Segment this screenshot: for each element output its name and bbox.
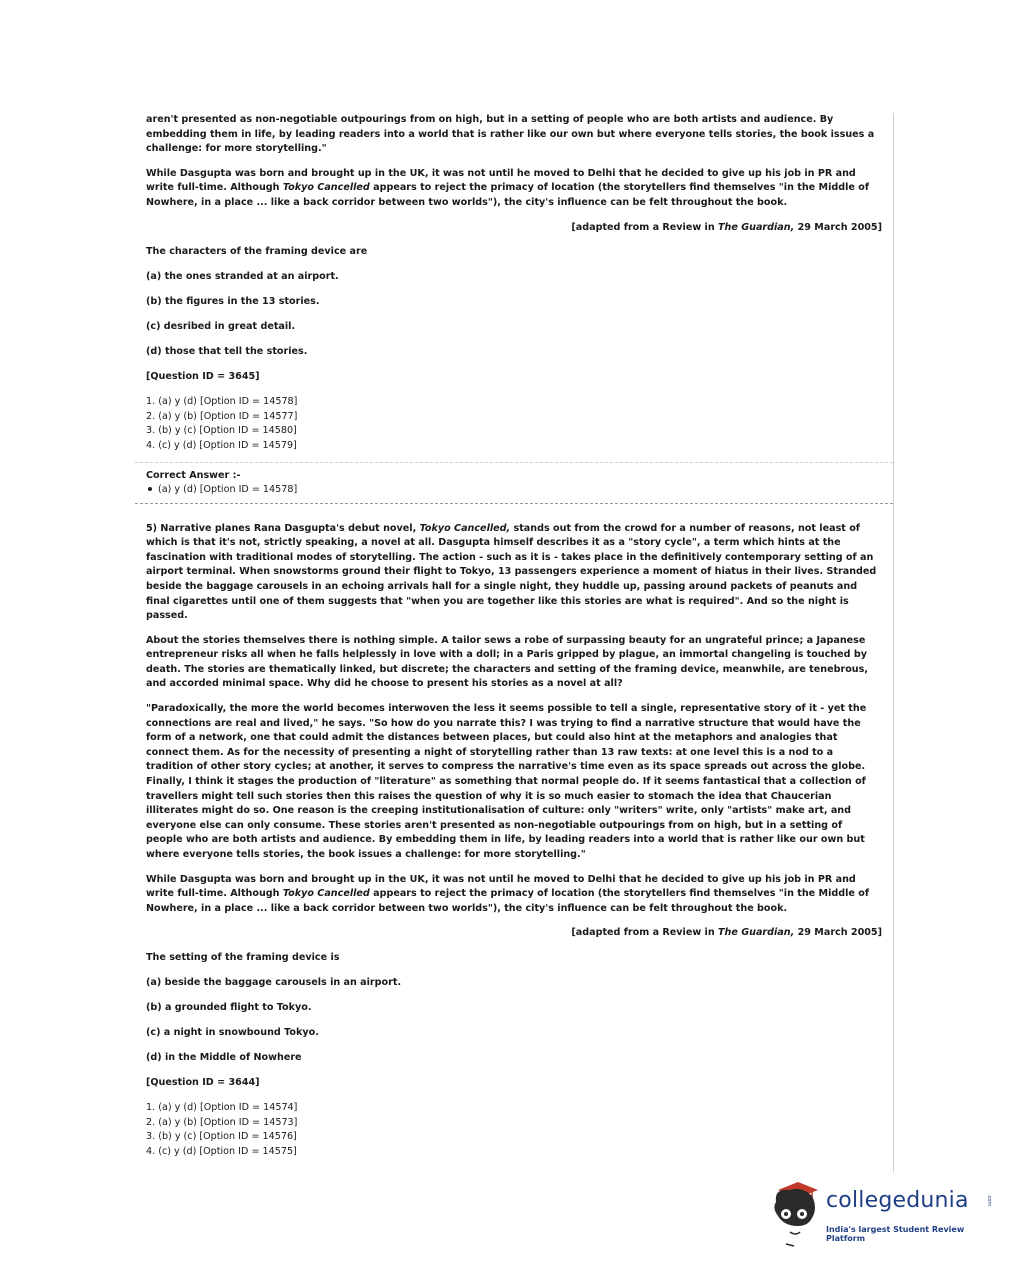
passage-paragraph-3: "Paradoxically, the more the world becomes interwoven the less it seems possible to tell a single, representative story of it - yet the connections are real and lived," he says. "So how do you narrate this? I was trying to find a narrative structure that would have the form of a network, one that could admit the distances between places, but could also hint at the metaphors and analogies that connect them. As for the necessity of presenting a night of storytelling rather than 13 raw texts: at one level this is a nod to a tradition of other story cycles; at another, it serves to compress the narrative's time even as its space spreads out across the globe. Finally, I think it stages the production of "literature" as something that normal people do. If it seems fantastical that a collection of travellers might tell such stories then this raises the question of why it is so much easier to stomach the idea that Chaucerian illiterates might do so. One reason is the creeping institutionalisation of culture: only "writers" write, only "artists" make art, and everyone else can only consume. These stories aren't presented as non-negotiable outpourings from on high, but in a setting of people who are both artists and audience. By embedding them in life, by leading readers into a world that is rather like our own but where everyone tells stories, the book issues a challenge: for more storytelling." bbox=[146, 703, 867, 860]
option-1: 1. (a) y (d) [Option ID = 14578] bbox=[146, 396, 298, 408]
question-id: [Question ID = 3644] bbox=[146, 1076, 260, 1088]
question-id: [Question ID = 3645] bbox=[146, 371, 260, 383]
mascot-icon bbox=[768, 1180, 824, 1250]
correct-answer: (a) y (d) [Option ID = 14578] bbox=[146, 483, 882, 497]
choice-d: (d) those that tell the stories. bbox=[146, 346, 308, 358]
correct-answer-title: Correct Answer :- bbox=[146, 469, 241, 481]
divider bbox=[135, 462, 893, 463]
choice-a: (a) the ones stranded at an airport. bbox=[146, 271, 339, 283]
logo-suffix: .com bbox=[986, 1194, 992, 1207]
choice-b: (b) a grounded flight to Tokyo. bbox=[146, 1001, 312, 1013]
collegedunia-logo[interactable] bbox=[768, 1180, 998, 1250]
page-content bbox=[146, 113, 882, 1167]
option-2: 2. (a) y (b) [Option ID = 14577] bbox=[146, 410, 298, 422]
option-3: 3. (b) y (c) [Option ID = 14576] bbox=[146, 1131, 297, 1143]
option-4: 4. (c) y (d) [Option ID = 14579] bbox=[146, 439, 297, 451]
answer-options bbox=[146, 1101, 882, 1159]
question-divider bbox=[135, 503, 893, 504]
choice-c: (c) a night in snowbound Tokyo. bbox=[146, 1026, 319, 1038]
bullet-icon bbox=[148, 487, 152, 491]
option-2: 2. (a) y (b) [Option ID = 14573] bbox=[146, 1116, 298, 1128]
passage-paragraph-continued: aren't presented as non-negotiable outpourings from on high, but in a setting of people who are both artists and audience. By embedding them in life, by leading readers into a world that is rather like our own but where everyone tells stories, the book issues a challenge: for more storytelling." bbox=[146, 114, 875, 155]
citation: [adapted from a Review in The Guardian, 29 March 2005] bbox=[571, 927, 882, 939]
logo-tagline: India's largest Student Review Platform bbox=[826, 1225, 965, 1243]
choice-c: (c) desribed in great detail. bbox=[146, 321, 296, 333]
question-text: The setting of the framing device is bbox=[146, 951, 340, 963]
logo-name: collegedunia bbox=[826, 1188, 969, 1213]
option-3: 3. (b) y (c) [Option ID = 14580] bbox=[146, 425, 297, 437]
choice-b: (b) the figures in the 13 stories. bbox=[146, 296, 320, 308]
question-text: The characters of the framing device are bbox=[146, 246, 368, 258]
passage-paragraph-4: While Dasgupta was born and brought up in the UK, it was not until he moved to Delhi that he decided to give up his job in PR and write full-time. Although Tokyo Cancelled appears to reject the primacy of location (the storytellers find themselves "in the Middle of Nowhere, in a place ... like a back corridor between two worlds"), the city's influence can be felt throughout the book. bbox=[146, 167, 869, 208]
option-4: 4. (c) y (d) [Option ID = 14575] bbox=[146, 1145, 297, 1157]
passage-paragraph-2: About the stories themselves there is nothing simple. A tailor sews a robe of surpassing beauty for an ungrateful prince; a Japanese entrepreneur risks all when he falls helplessly in love with a doll; in a Paris gripped by plague, an immortal changeling is touched by death. The stories are thematically linked, but discrete; the characters and setting of the framing device, meanwhile, are tenebrous, and accorded minimal space. Why did he choose to present his stories as a novel at all? bbox=[146, 634, 868, 690]
choice-d: (d) in the Middle of Nowhere bbox=[146, 1051, 302, 1063]
question-page bbox=[135, 113, 894, 1173]
passage-paragraph-4: While Dasgupta was born and brought up in the UK, it was not until he moved to Delhi that he decided to give up his job in PR and write full-time. Although Tokyo Cancelled appears to reject the primacy of location (the storytellers find themselves "in the Middle of Nowhere, in a place ... like a back corridor between two worlds"), the city's influence can be felt throughout the book. bbox=[146, 873, 869, 914]
citation: [adapted from a Review in The Guardian, 29 March 2005] bbox=[571, 221, 882, 233]
option-1: 1. (a) y (d) [Option ID = 14574] bbox=[146, 1101, 298, 1113]
answer-options bbox=[146, 395, 882, 453]
choice-a: (a) beside the baggage carousels in an airport. bbox=[146, 976, 402, 988]
passage-paragraph-1: 5) Narrative planes Rana Dasgupta's debut novel, Tokyo Cancelled, stands out from the crowd for a number of reasons, not least of which is that it's not, strictly speaking, a novel at all. Dasgupta himself describes it as a "story cycle", a term which hints at the fascination with traditional modes of storytelling. The action - such as it is - takes place in the definitively contemporary setting of an airport terminal. When snowstorms ground their flight to Tokyo, 13 passengers experience a moment of hiatus in their lives. Stranded beside the baggage carousels in an echoing arrivals hall for a single night, they huddle up, passing around packets of peanuts and final cigarettes until one of them suggests that "when you are together like this stories are what is required". And so the night is passed. bbox=[146, 522, 877, 622]
